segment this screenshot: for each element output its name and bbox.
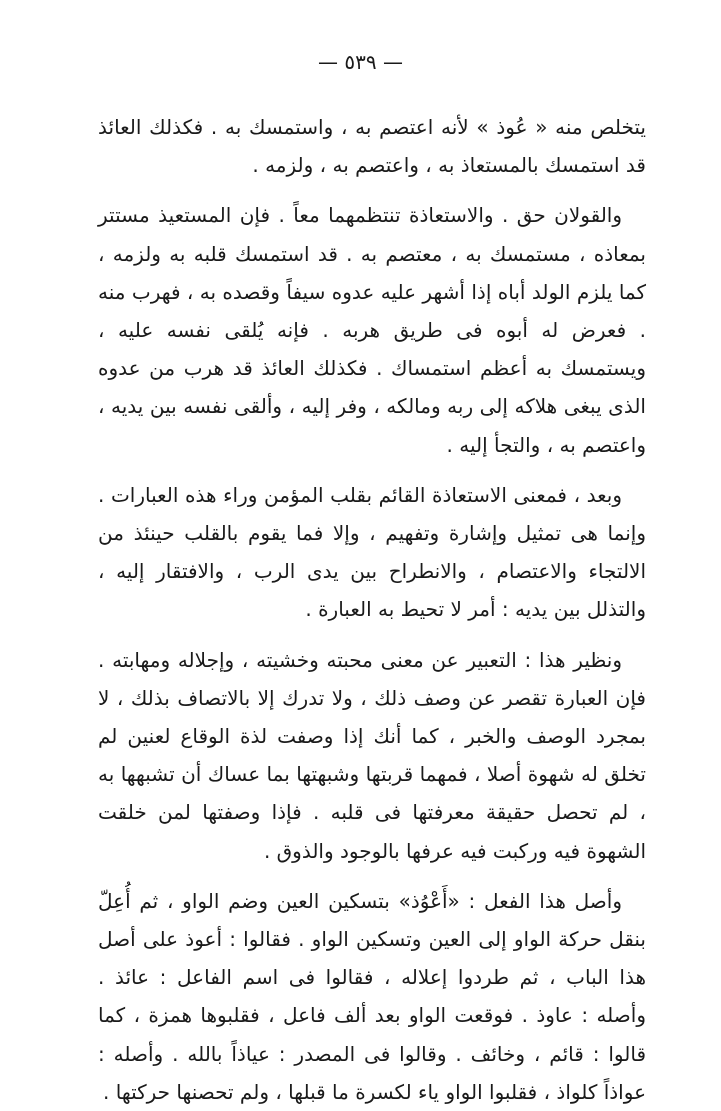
page-text-body (98, 108, 646, 1111)
page-number: — ٥٣٩ — (318, 50, 403, 74)
paragraph-2: والقولان حق . والاستعاذة تنتظمهما معاً . فإن المستعيذ مستتر بمعاذه ، مستمسك به ، معتصم به . قد استمسك قلبه به ولزمه ، كما يلزم الولد أباه إذا أشهر عليه عدوه سيفاً وقصده به ، فهرب منه . فعرض له أبوه فى طريق هربه . فإنه يُلقى نفسه عليه ، ويستمسك به أعظم استمساك . فكذلك العائذ قد هرب من عدوه الذى يبغى هلاكه إلى ربه ومالكه ، وفر إليه ، وألقى نفسه بين يديه ، واعتصم به ، والتجأ إليه . (98, 203, 646, 457)
paragraph-4: ونظير هذا : التعبير عن معنى محبته وخشيته ، وإجلاله ومهابته . فإن العبارة تقصر عن وصف ذلك ، ولا تدرك إلا بالاتصاف بذلك ، لا بمجرد الوصف والخبر ، كما أنك إذا وصفت لذة الوقاع لعنين لم تخلق له شهوة أصلا ، فمهما قربتها وشبهتها بما عساك أن تشبهها به ، لم تحصل حقيقة معرفتها فى قلبه . فإذا وصفتها لمن خلقت الشهوة فيه وركبت فيه عرفها بالوجود والذوق . (98, 647, 646, 863)
paragraph-3: وبعد ، فمعنى الاستعاذة القائم بقلب المؤمن وراء هذه العبارات . وإنما هى تمثيل وإشارة وتفهيم ، وإلا فما يقوم بالقلب حينئذ من الالتجاء والاعتصام ، والانطراح بين يدى الرب ، والافتقار إليه ، والتذلل بين يديه : أمر لا تحيط به العبارة . (98, 482, 646, 622)
paragraph-1: يتخلص منه « عُوذ » لأنه اعتصم به ، واستمسك به . فكذلك العائذ قد استمسك بالمستعاذ به ، واعتصم به ، ولزمه . (98, 115, 646, 178)
paragraph-5: وأصل هذا الفعل : «أَعْوُذ» بتسكين العين وضم الواو ، ثم أُعِلّ بنقل حركة الواو إلى العين وتسكين الواو . فقالوا : أعوذ على أصل هذا الباب ، ثم طردوا إعلاله ، فقالوا فى اسم الفاعل : عائذ . وأصله : عاوذ . فوقعت الواو بعد ألف فاعل ، فقلبوها همزة ، كما قالوا : قائم ، وخائف . وقالوا فى المصدر : عياذاً بالله . وأصله : عواذاً كلواذ ، فقلبوا الواو ياء لكسرة ما قبلها ، ولم تحصنها حركتها . (98, 888, 646, 1104)
